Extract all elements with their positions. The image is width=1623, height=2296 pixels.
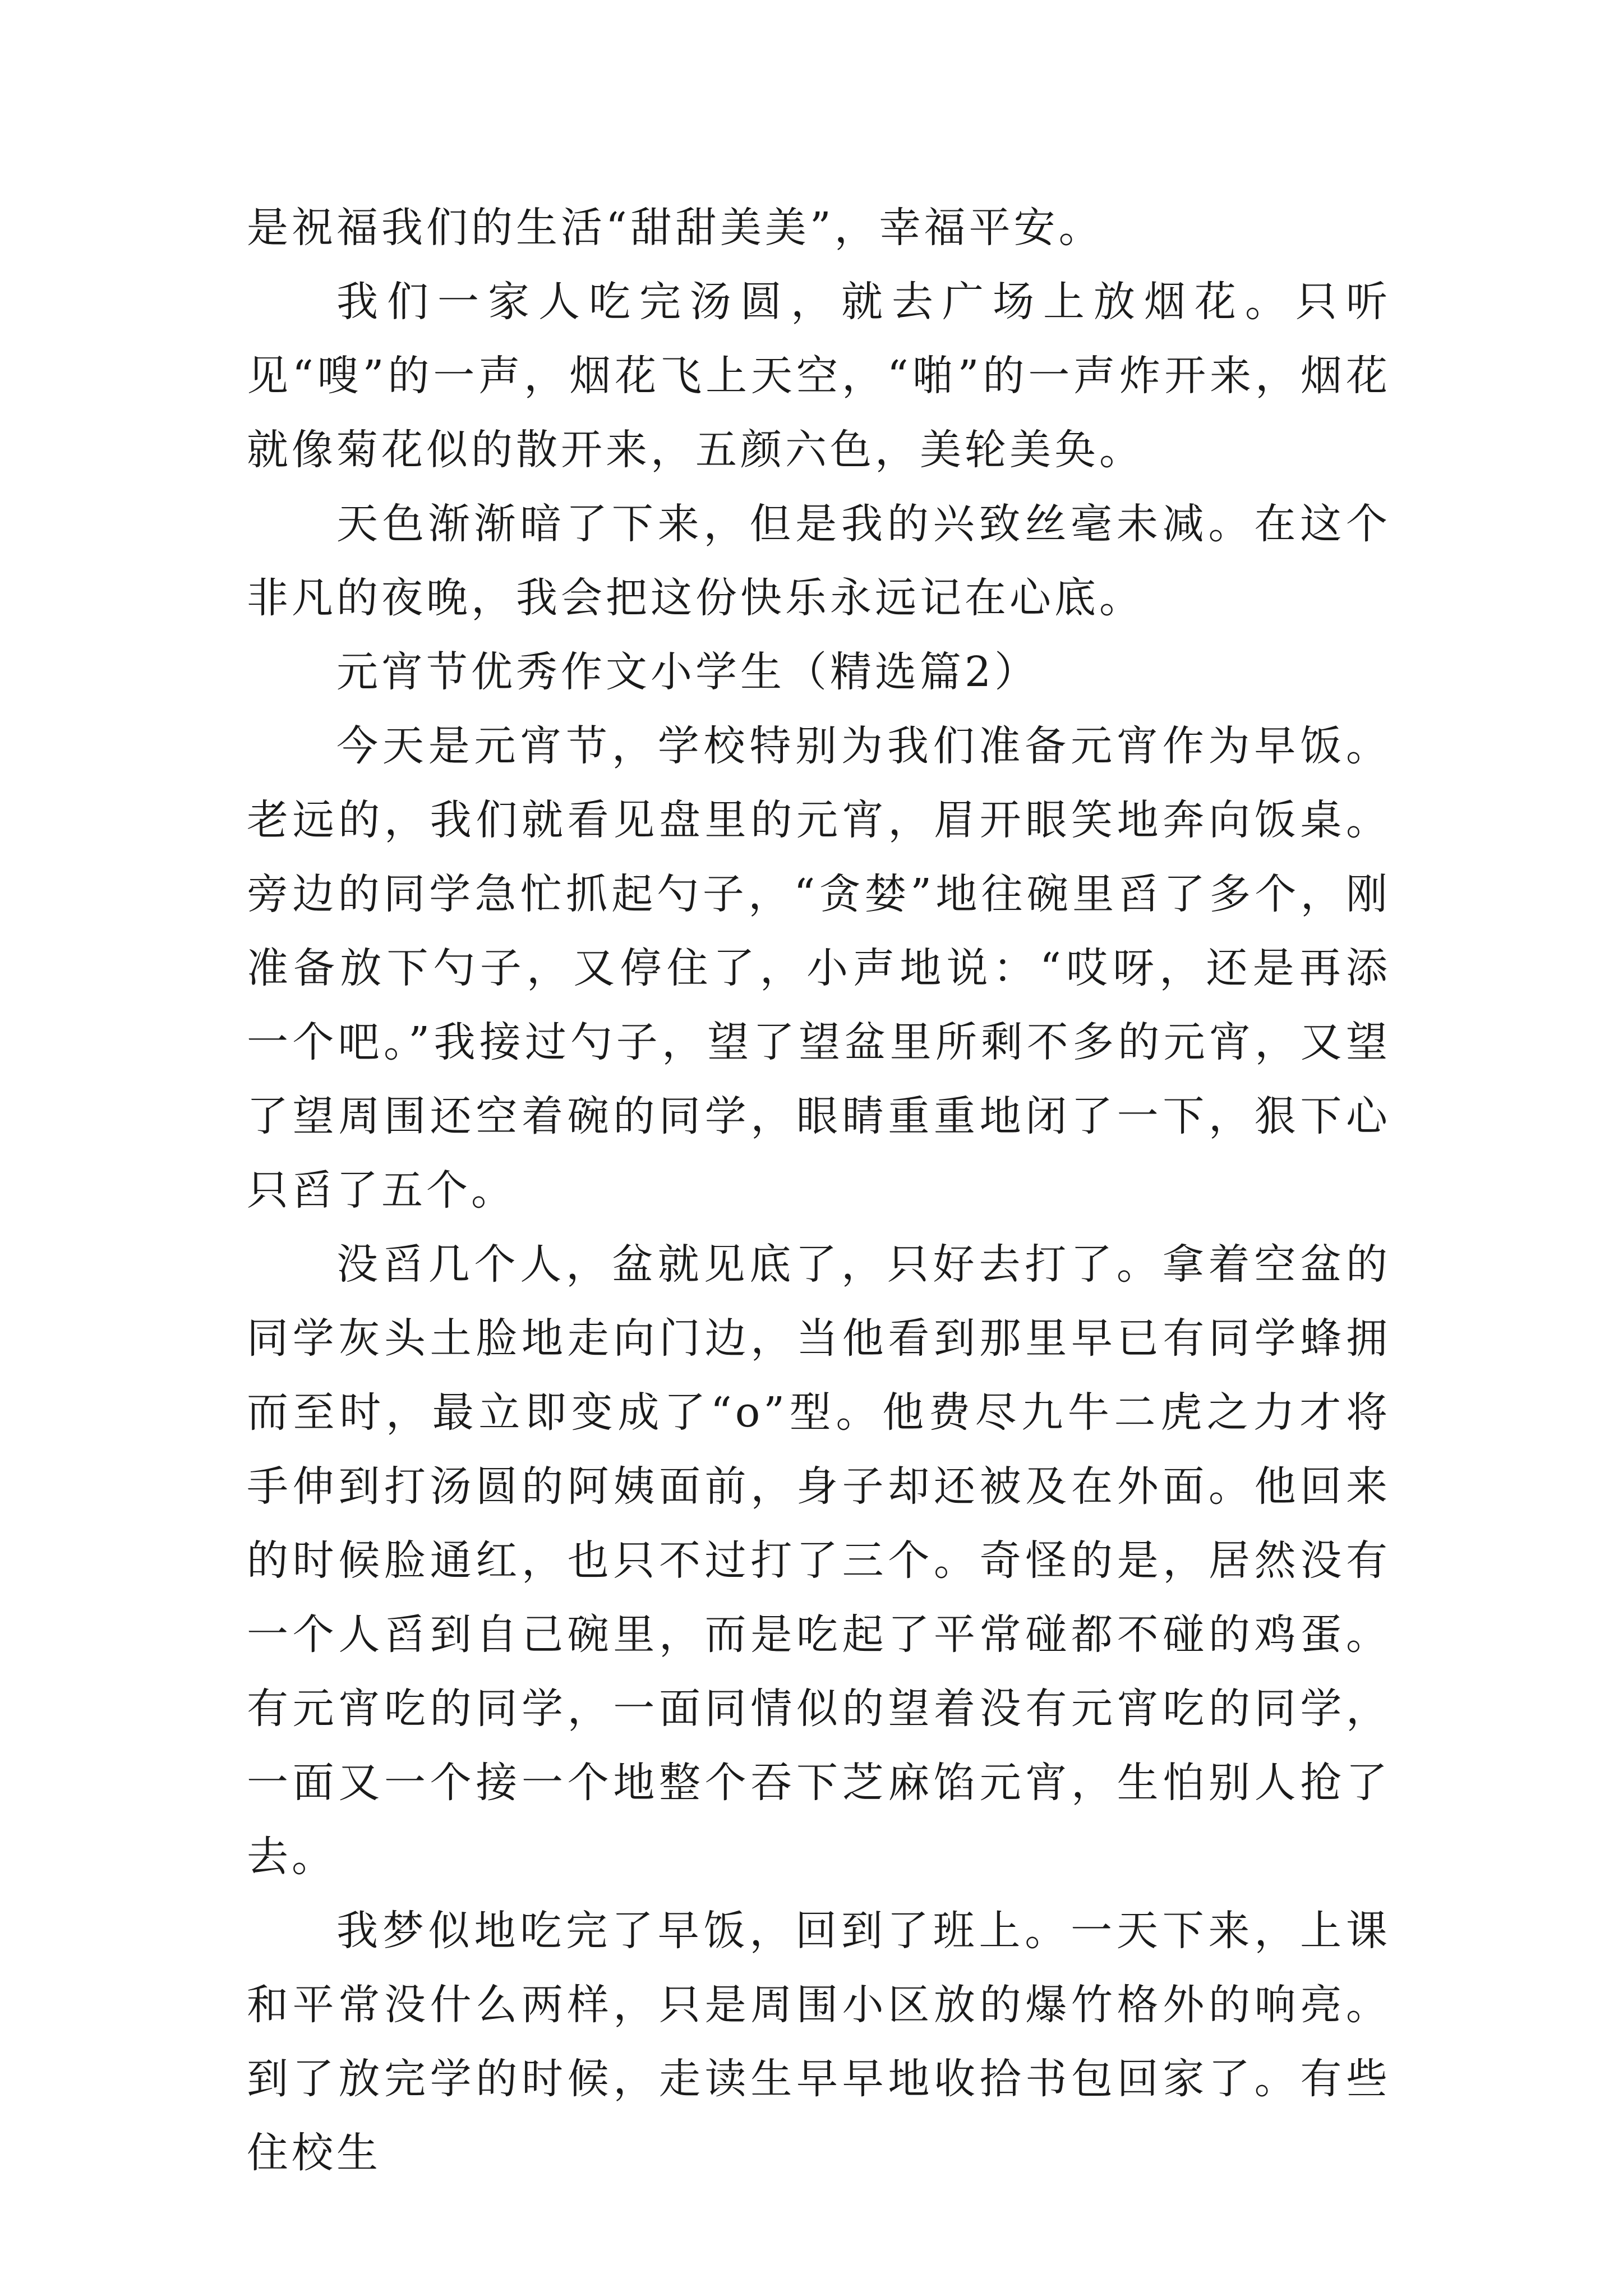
paragraph-after-school: 我梦似地吃完了早饭，回到了班上。一天下来，上课和平常没什么两样，只是周围小区放的爆竹格外的响亮。到了放完学的时候，走读生早早地收拾书包回家了。有些住校生: [247, 1907, 1391, 2177]
paragraph-night: 天色渐渐暗了下来，但是我的兴致丝毫未减。在这个非凡的夜晚，我会把这份快乐永远记在心底。: [247, 500, 1391, 622]
paragraph-fireworks: 我们一家人吃完汤圆，就去广场上放烟花。只听见“嗖”的一声，烟花飞上天空，“啪”的一声炸开来，烟花就像菊花似的散开来，五颜六色，美轮美奂。: [247, 278, 1391, 474]
paragraph-continuation: 是祝福我们的生活“甜甜美美”，幸福平安。: [247, 204, 1104, 252]
paragraph-breakfast: 今天是元宵节，学校特别为我们准备元宵作为早饭。老远的，我们就看见盘里的元宵，眉开眼笑地奔向饭桌。旁边的同学急忙抓起勺子，“贪婪”地往碗里舀了多个，刚准备放下勺子，又停住了，小声地说：“哎呀，还是再添一个吧。”我接过勺子，望了望盆里所剩不多的元宵，又望了望周围还空着碗的同学，眼睛重重地闭了一下，狠下心只舀了五个。: [247, 722, 1391, 1214]
paragraph-empty-basin: 没舀几个人，盆就见底了，只好去打了。拿着空盆的同学灰头土脸地走向门边，当他看到那里早已有同学蜂拥而至时，最立即变成了“o”型。他费尽九牛二虎之力才将手伸到打汤圆的阿姨面前，身子却还被及在外面。他回来的时候脸通红，也只不过打了三个。奇怪的是，居然没有一个人舀到自己碗里，而是吃起了平常碰都不碰的鸡蛋。有元宵吃的同学，一面同情似的望着没有元宵吃的同学，一面又一个接一个地整个吞下芝麻馅元宵，生怕别人抢了去。: [247, 1240, 1391, 1881]
document-body: [247, 191, 1391, 2190]
section-heading: 元宵节优秀作文小学生（精选篇2）: [336, 648, 1040, 696]
